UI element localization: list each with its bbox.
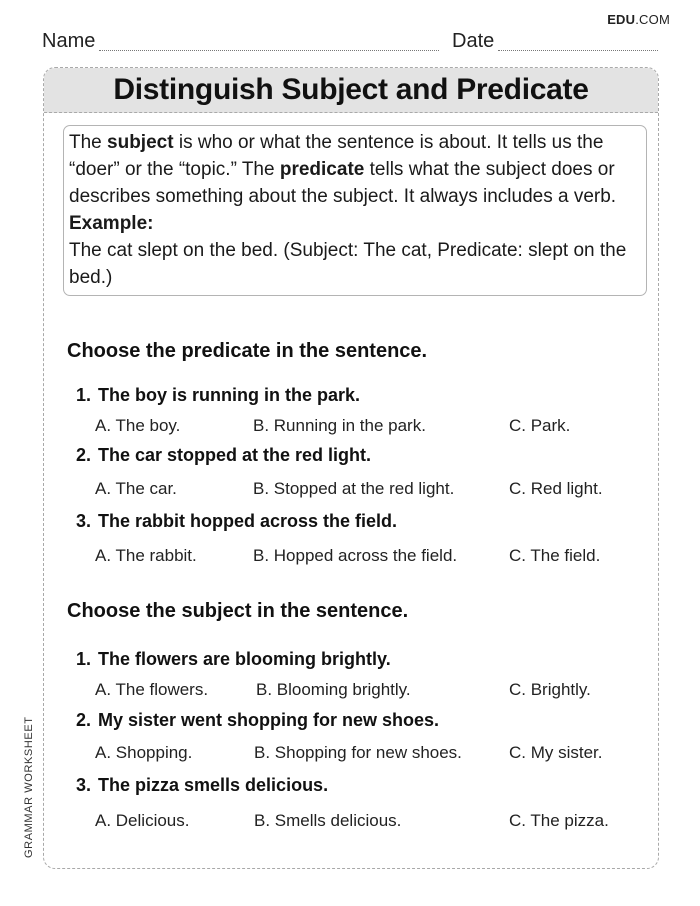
section-title-subject: Choose the subject in the sentence. (67, 600, 409, 622)
definition-text (69, 129, 642, 210)
question-text: The pizza smells delicious. (98, 775, 329, 795)
question-predicate-1 (76, 385, 360, 406)
option-c[interactable]: C. Brightly. (509, 680, 591, 699)
brand-logo (607, 12, 670, 27)
worksheet-title: Distinguish Subject and Predicate (44, 68, 658, 113)
question-predicate-2 (76, 445, 371, 466)
question-number: 3. (76, 511, 92, 531)
question-subject-2 (76, 710, 439, 731)
brand-name: EDU (607, 12, 636, 27)
brand-suffix: .COM (635, 12, 670, 27)
option-b[interactable]: B. Running in the park. (253, 416, 426, 435)
option-a[interactable]: A. The flowers. (95, 680, 209, 699)
example-text: The cat slept on the bed. (Subject: The cat, Predicate: slept on the bed.) (69, 240, 627, 288)
definition-text-part-1: The (69, 132, 108, 153)
option-b[interactable]: B. Hopped across the field. (253, 546, 458, 565)
date-label: Date (452, 30, 495, 52)
question-text: The boy is running in the park. (98, 385, 361, 405)
options-predicate-2 (95, 479, 655, 501)
question-predicate-3 (76, 511, 397, 532)
question-number: 3. (76, 775, 92, 795)
question-text: My sister went shopping for new shoes. (98, 710, 440, 730)
option-a[interactable]: A. Shopping. (95, 743, 193, 762)
options-subject-3 (95, 811, 655, 833)
section-title-predicate: Choose the predicate in the sentence. (67, 340, 428, 362)
option-a[interactable]: A. The boy. (95, 416, 181, 435)
question-text: The flowers are blooming brightly. (98, 649, 391, 669)
option-a[interactable]: A. The rabbit. (95, 546, 197, 565)
question-number: 1. (76, 385, 92, 405)
option-c[interactable]: C. The pizza. (509, 811, 609, 830)
name-date-row (42, 30, 658, 54)
date-field-line[interactable] (498, 50, 658, 51)
option-a[interactable]: A. The car. (95, 479, 177, 498)
question-text: The car stopped at the red light. (98, 445, 372, 465)
name-field-line[interactable] (99, 50, 439, 51)
predicate-term: predicate (279, 159, 365, 180)
option-c[interactable]: C. Red light. (509, 479, 603, 498)
options-predicate-1 (95, 416, 655, 438)
option-c[interactable]: C. Park. (509, 416, 571, 435)
definition-text-part-3: tells what the subject does or describes something about the subject. It always includes a verb. (69, 159, 617, 207)
option-b[interactable]: B. Shopping for new shoes. (254, 743, 462, 762)
definition-text-part-2: is who or what the sentence is about. It tells us the “doer” or the “topic.” The (69, 132, 604, 180)
option-b[interactable]: B. Smells delicious. (254, 811, 402, 830)
options-predicate-3 (95, 546, 655, 568)
question-text: The rabbit hopped across the field. (98, 511, 398, 531)
options-subject-1 (95, 680, 655, 702)
question-number: 2. (76, 445, 92, 465)
option-c[interactable]: C. The field. (509, 546, 601, 565)
option-b[interactable]: B. Blooming brightly. (256, 680, 411, 699)
definition-box (63, 125, 647, 296)
question-number: 1. (76, 649, 92, 669)
question-subject-1 (76, 649, 391, 670)
option-b[interactable]: B. Stopped at the red light. (253, 479, 455, 498)
name-label: Name (42, 30, 96, 52)
question-subject-3 (76, 775, 328, 796)
subject-term: subject (107, 132, 174, 153)
worksheet-category-label: GRAMMAR WORKSHEET (23, 716, 35, 858)
option-c[interactable]: C. My sister. (509, 743, 603, 762)
option-a[interactable]: A. Delicious. (95, 811, 190, 830)
options-subject-2 (95, 743, 655, 765)
example-label: Example: (69, 213, 154, 234)
question-number: 2. (76, 710, 92, 730)
worksheet-frame (43, 67, 659, 869)
